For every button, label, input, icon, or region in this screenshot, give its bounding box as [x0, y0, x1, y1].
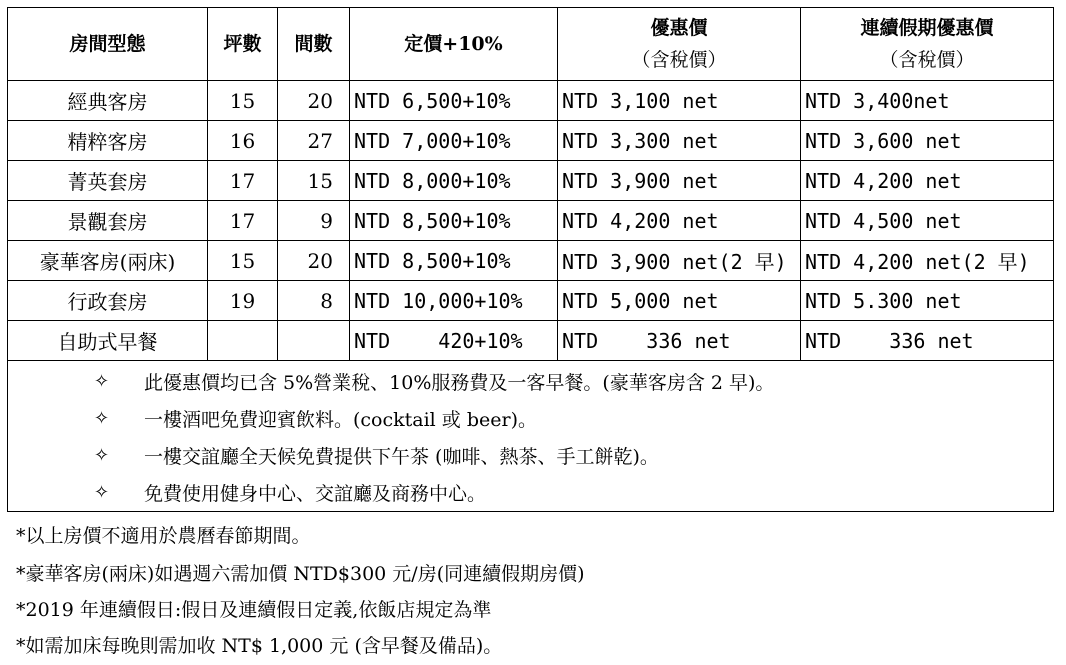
header-discount-line1: 優惠價 — [650, 17, 708, 39]
cell-holiday: NTD 4,500 net — [801, 201, 1054, 241]
cell-rooms: 20 — [278, 81, 350, 121]
cell-list-price: NTD 8,500+10% — [350, 201, 558, 241]
cell-rooms: 9 — [278, 201, 350, 241]
cell-holiday: NTD 336 net — [801, 321, 1054, 361]
cell-room-type: 自助式早餐 — [8, 321, 208, 361]
header-holiday-line2: （含稅價） — [879, 49, 975, 71]
diamond-bullet-icon: ✧ — [94, 371, 110, 392]
table-row — [8, 81, 1054, 121]
rate-table — [7, 7, 1054, 512]
note-item — [8, 400, 1053, 437]
cell-discount: NTD 5,000 net — [558, 281, 801, 321]
cell-list-price: NTD 8,500+10% — [350, 241, 558, 281]
footer-note: *以上房價不適用於農曆春節期間。 — [16, 525, 311, 547]
header-room-type: 房間型態 — [8, 8, 208, 81]
cell-discount: NTD 4,200 net — [558, 201, 801, 241]
note-item — [8, 474, 1053, 511]
header-discount-line2: （含稅價） — [631, 49, 727, 71]
diamond-bullet-icon: ✧ — [94, 482, 110, 503]
cell-holiday: NTD 3,400net — [801, 81, 1054, 121]
note-text: 一樓酒吧免費迎賓飲料。(cocktail 或 beer)。 — [144, 409, 537, 431]
cell-list-price: NTD 7,000+10% — [350, 121, 558, 161]
header-discount — [558, 8, 801, 81]
table-row — [8, 121, 1054, 161]
header-row — [8, 8, 1054, 81]
table-row — [8, 161, 1054, 201]
cell-holiday: NTD 4,200 net — [801, 161, 1054, 201]
cell-rooms — [278, 321, 350, 361]
note-item — [8, 363, 1053, 400]
table-row — [8, 321, 1054, 361]
footer-note: *2019 年連續假日:假日及連續假日定義,依飯店規定為準 — [16, 599, 492, 621]
cell-rooms: 20 — [278, 241, 350, 281]
cell-rooms: 15 — [278, 161, 350, 201]
cell-list-price: NTD 10,000+10% — [350, 281, 558, 321]
cell-room-type: 精粹客房 — [8, 121, 208, 161]
cell-discount: NTD 336 net — [558, 321, 801, 361]
cell-room-type: 景觀套房 — [8, 201, 208, 241]
note-item — [8, 437, 1053, 474]
cell-ping: 17 — [208, 201, 278, 241]
table-row — [8, 201, 1054, 241]
note-text: 此優惠價均已含 5%營業稅、10%服務費及一客早餐。(豪華客房含 2 早)。 — [144, 372, 775, 394]
cell-rooms: 27 — [278, 121, 350, 161]
diamond-bullet-icon: ✧ — [94, 408, 110, 429]
notes-row — [8, 361, 1054, 512]
header-ping: 坪數 — [208, 8, 278, 81]
cell-holiday: NTD 4,200 net(2 早) — [801, 241, 1054, 281]
cell-discount: NTD 3,100 net — [558, 81, 801, 121]
cell-ping — [208, 321, 278, 361]
cell-discount: NTD 3,300 net — [558, 121, 801, 161]
cell-ping: 16 — [208, 121, 278, 161]
cell-room-type: 豪華客房(兩床) — [8, 241, 208, 281]
header-rooms: 間數 — [278, 8, 350, 81]
cell-list-price: NTD 6,500+10% — [350, 81, 558, 121]
cell-list-price: NTD 8,000+10% — [350, 161, 558, 201]
cell-ping: 15 — [208, 81, 278, 121]
header-holiday-line1: 連續假期優惠價 — [860, 17, 994, 39]
note-text: 免費使用健身中心、交誼廳及商務中心。 — [144, 483, 487, 505]
header-list-price: 定價+10% — [350, 8, 558, 81]
cell-list-price: NTD 420+10% — [350, 321, 558, 361]
header-holiday — [801, 8, 1054, 81]
footer-note: *如需加床每晚則需加收 NT$ 1,000 元 (含早餐及備品)。 — [16, 635, 503, 657]
diamond-bullet-icon: ✧ — [94, 445, 110, 466]
footer-note: *豪華客房(兩床)如遇週六需加價 NTD$300 元/房(同連續假期房價) — [16, 563, 585, 585]
cell-ping: 15 — [208, 241, 278, 281]
cell-holiday: NTD 5.300 net — [801, 281, 1054, 321]
note-text: 一樓交誼廳全天候免費提供下午茶 (咖啡、熱茶、手工餅乾)。 — [144, 446, 659, 468]
cell-rooms: 8 — [278, 281, 350, 321]
cell-ping: 17 — [208, 161, 278, 201]
cell-discount: NTD 3,900 net(2 早) — [558, 241, 801, 281]
cell-room-type: 行政套房 — [8, 281, 208, 321]
table-row — [8, 281, 1054, 321]
cell-discount: NTD 3,900 net — [558, 161, 801, 201]
table-row — [8, 241, 1054, 281]
cell-ping: 19 — [208, 281, 278, 321]
notes-cell — [8, 361, 1054, 512]
cell-holiday: NTD 3,600 net — [801, 121, 1054, 161]
cell-room-type: 經典客房 — [8, 81, 208, 121]
cell-room-type: 菁英套房 — [8, 161, 208, 201]
